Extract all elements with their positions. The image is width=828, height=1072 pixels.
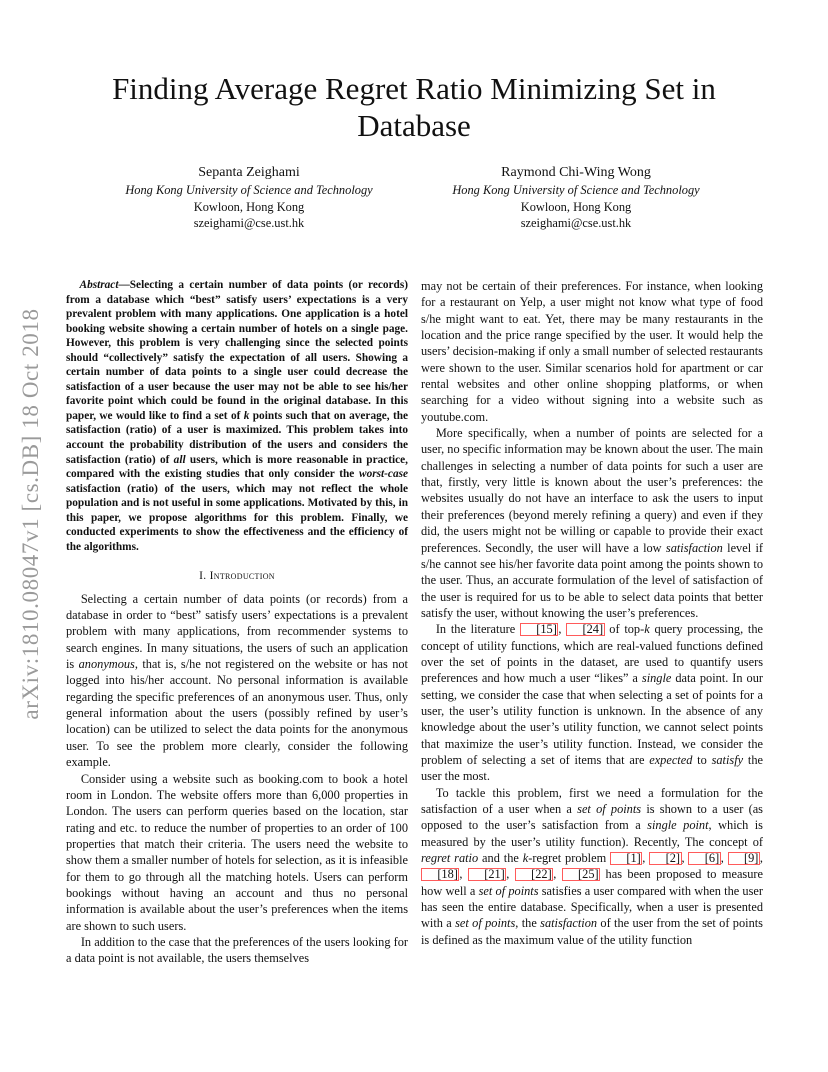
paragraph-text: expected [649, 752, 693, 767]
abstract-text: points such that on average, the satisfaction (ratio) of a user is maximized. This problem takes into account the probability distribution of the users and considers the satisfaction (ratio) of [66, 409, 409, 466]
section-number: I. [199, 570, 207, 583]
paragraph-text: of top- [604, 622, 645, 637]
paragraph-text: single [641, 671, 672, 686]
paragraph-text: data point. In our setting, we consider the case that when selecting a set of points for a user, the user’s utility function is unknown. In the absence of any knowledge about the user’s utility function, we cannot select points that maximize the user’s utility function. Instead, we consider the problem of selecting a set of items that are [421, 671, 764, 767]
paragraph-text: , which is measured by the user’s utility function). Recently, The concept of [421, 818, 763, 849]
paragraph-text: anonymous [78, 657, 135, 672]
abstract-label: Abstract [79, 279, 119, 291]
paragraph-text: the user the most. [421, 752, 763, 784]
paragraph-text: k [644, 622, 650, 637]
paragraph: may not be certain of their preferences. For instance, when looking for a restaurant on Yelp, a user might not know what type of food s/he might want to eat. Yet, there may be many restaurants in the location and the price range specified by the user. It would help the users’ decision-making if only a small number of selected restaurants were shown to the user. Similar scenarios hold for apartment or car rental websites and other online shopping platforms, or when searching for a video without signing into a website such as youtube.com. [421, 279, 763, 424]
paragraph-text: k [522, 851, 529, 866]
abstract-text: Selecting a certain number of data points (or records) from a database which “best” satisfy users’ expectations is a very prevalent problem with many applications. One application is a hotel booking website showing a certain number of hotels on a single page. However, this problem is very challenging since the selected points should “collectively” satisfy the expectation of all users. Showing a certain number of data points to a single user could decrease the satisfaction of a user because the user may not be able to see his/her favorite point which could be found in the original database. In this paper, we would like to find a set of [66, 279, 408, 422]
paragraph-text: is shown to a user (as opposed to the user’s satisfaction from a [421, 802, 763, 833]
right-column [421, 278, 763, 948]
citation-link[interactable]: [9] [728, 852, 760, 865]
paragraph: Consider using a website such as booking.com to book a hotel room in London. The website offers more than 6,000 properties in London. The users can perform queries based on the location, star rating and etc. to reduce the number of properties to an order of 100 properties that match their criteria. The users need the website to show them a smaller number of hotels for selection, as it is infeasible for them to go through all the matching hotels. Users can perform bookings without having an account and thus no personal information is available about the user’s preferences when the items are shown to such users. [66, 771, 408, 933]
paragraph-text: More specifically, when a number of points are selected for a user, no specific information may be known about the user. The main challenges in selecting a number of data points for such a user are that, firstly, very little is known about the user’s preferences: the websites usually do not have an interface to ask the users to input their preferences (beyond merely refining a query) and even if they did, the users might not be willing or capable to provide their exact preferences. Secondly, the user will have a low [421, 426, 763, 555]
paragraph: To tackle this problem, first we need a formulation for the satisfaction of a user when a set of points is shown to a user (as opposed to the user’s satisfaction from a single point, which is measured by the user’s utility function). Recently, The concept of regret ratio and the k-regret problem [1] , [2] , [6] , [9] , [18] , [21] , [22] , [25] has been proposed to measure how well a set of points satisfies a user compared with when the user has seen the entire database. Specifically, when a user is presented with a set of points, the satisfaction of the user from the set of points is defined as the maximum value of the utility function [421, 785, 763, 947]
abstract-text: all [173, 453, 186, 466]
author-location: Kowloon, Hong Kong [193, 199, 305, 214]
paragraph-text: set of points [478, 883, 539, 898]
paragraph-text: , that is, s/he not registered on the website or has not logged into his/her account. No personal information is available regarding the specific preferences of an anonymous user. Thus, only general information about the users (possibly refined by user’s location) can be utilized to select the data points for the anonymous user. To see the problem more clearly, consider the following example. [66, 657, 408, 770]
author-1 [89, 164, 409, 232]
citation-link[interactable]: [2] [649, 852, 681, 865]
paragraph [421, 425, 763, 621]
section-heading [66, 568, 408, 584]
paragraph-text: regret ratio [421, 851, 479, 866]
paragraph-text: satisfies a user compared with when the user has seen the entire database. Specifically, when a user is presented with a [421, 883, 763, 931]
paragraph-text: query processing, the concept of utility functions, which are real-valued functions defined over the set of points in the dataset, are used to quantify users preferences and how much a user “likes” a [421, 622, 763, 686]
abstract-text: worst-case [359, 468, 408, 481]
author-email: szeighami@cse.ust.hk [193, 216, 305, 230]
paragraph-text: satisfaction [540, 916, 598, 931]
citation-link[interactable]: [1] [610, 852, 642, 865]
section-title: Introduction [209, 570, 275, 583]
author-2 [416, 164, 736, 232]
paragraph: In the literature [15] , [24] of top-k query processing, the concept of utility functions, which are real-valued functions defined over the set of points in the dataset, are used to quantify users preferences and how much a user “likes” a single data point. In our setting, we consider the case that when selecting a set of points for a user, the user’s utility function is unknown. In the absence of any knowledge about the user’s utility function, we cannot select points that maximize the user’s utility function. Instead, we consider the problem of selecting a set of items that are expected to satisfy the user the most. [421, 622, 764, 784]
paragraph-text: satisfy [711, 752, 744, 767]
author-email: szeighami@cse.ust.hk [520, 216, 632, 230]
citation-link[interactable]: [25] [562, 868, 600, 881]
paragraph-text: of the user from the set of points is defined as the maximum value of the utility function [421, 916, 763, 947]
author-name: Raymond Chi-Wing Wong [501, 165, 651, 180]
arxiv-stamp-text: arXiv:1810.08047v1 [cs.DB] 18 Oct 2018 [18, 308, 43, 720]
arxiv-stamp [16, 258, 46, 770]
paragraph-text: has been proposed to measure how well a [421, 867, 763, 898]
author-location: Kowloon, Hong Kong [520, 199, 632, 214]
paragraph-text: , the [515, 916, 541, 931]
paper-title: Finding Average Regret Ratio Minimizing Set in Database [112, 71, 716, 143]
abstract-text: users, which is more reasonable in practice, compared with the existing studies that only consider the [66, 453, 408, 481]
paragraph-text: satisfaction [665, 540, 723, 555]
author-affiliation: Hong Kong University of Science and Technology [125, 183, 373, 197]
paragraph-text: -regret problem [528, 851, 611, 866]
abstract-text: k [243, 409, 250, 422]
paragraph [66, 591, 408, 771]
left-column [66, 278, 408, 967]
paragraph-text: to [692, 752, 712, 767]
paragraph-text: set of points [455, 916, 516, 931]
citation-link[interactable]: [24] [566, 623, 604, 636]
paragraph-text: To tackle this problem, first we need a formulation for the satisfaction of a user when a [421, 785, 763, 816]
citation-link[interactable]: [6] [688, 852, 720, 865]
author-name: Sepanta Zeighami [198, 165, 300, 180]
citation-link[interactable]: [18] [421, 868, 459, 881]
paragraph-text: Selecting a certain number of data points (or records) from a database in order to “best” satisfy users’ expectations is a prevalent problem with many applications, from recommender systems to search engines. In many situations, the users of such an application is [66, 591, 408, 672]
citation-link[interactable]: [15] [520, 623, 558, 636]
paragraph-text: In the literature [435, 622, 520, 637]
citation-link[interactable]: [21] [468, 868, 506, 881]
abstract [66, 278, 408, 554]
paragraph: In addition to the case that the preferences of the users looking for a data point is not available, the users themselves [66, 934, 408, 966]
paragraph-text: and the [478, 851, 523, 866]
paragraph-text: set of points [577, 802, 642, 816]
abstract-dash: — [118, 279, 130, 291]
paragraph-text: single point [647, 818, 709, 833]
paragraph-text: level if s/he cannot see his/her favorite data point among the points shown to the user. Thus, an accurate formulation of the level of satisfaction of the user is required for us to be able to select data points that better satisfy the user, without knowing the user’s preferences. [421, 540, 764, 620]
author-affiliation: Hong Kong University of Science and Technology [452, 183, 700, 197]
abstract-text: satisfaction (ratio) of the users, which may not reflect the whole population and is not useful in some applications. Motivated by this, in this paper, we propose algorithms for this problem. Finally, we conducted experiments to show the effectiveness and the efficiency of the algorithms. [66, 482, 408, 553]
citation-link[interactable]: [22] [515, 868, 553, 881]
